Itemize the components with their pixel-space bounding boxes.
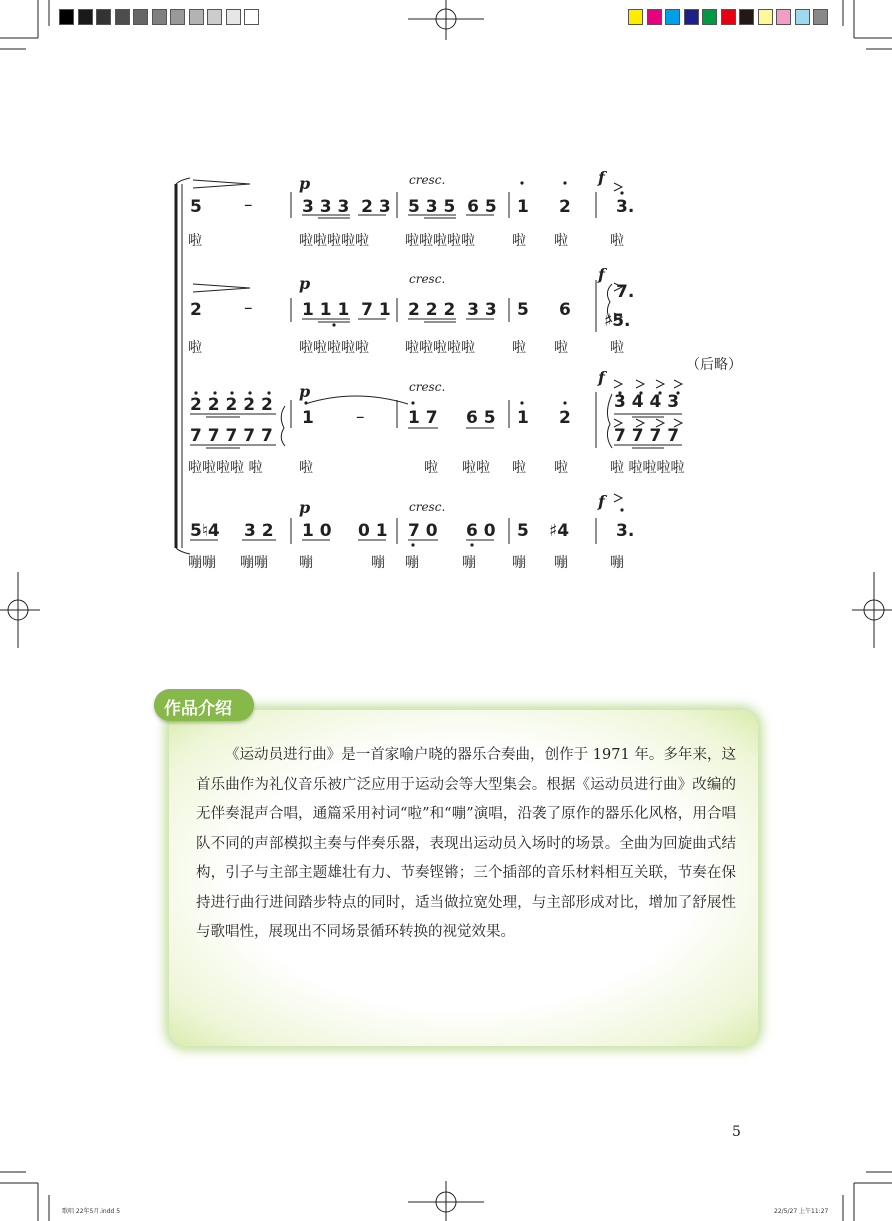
cresc-mark: cresc. bbox=[409, 173, 446, 187]
lyric: 啦 bbox=[610, 340, 624, 356]
slug-date-info: 22/5/27 上午11:27 bbox=[774, 1208, 829, 1215]
lyric: 啦 bbox=[299, 460, 313, 476]
cresc-mark: cresc. bbox=[409, 500, 446, 514]
score-note: 2 2 2 3 3 bbox=[408, 300, 497, 320]
score-note: 5 bbox=[190, 197, 202, 217]
score-note: 2 2 2 2 2 bbox=[190, 395, 273, 415]
score-note: – bbox=[244, 195, 253, 215]
score-note: 6 5 bbox=[466, 408, 496, 428]
score-note: – bbox=[356, 407, 365, 427]
dynamic-p: p bbox=[299, 382, 311, 401]
lyric: 啦 bbox=[512, 460, 526, 476]
slug-file-info: 歌唱 22年5月.indd 5 bbox=[62, 1208, 121, 1215]
lyric: 啦啦啦啦啦 bbox=[299, 233, 369, 249]
score-note: 5♮4 bbox=[190, 521, 220, 541]
lyric: 嘣 bbox=[371, 555, 385, 571]
lyric: 啦啦啦啦啦 bbox=[405, 340, 475, 356]
score-note: 5 bbox=[517, 521, 529, 541]
lyric: 啦 bbox=[512, 233, 526, 249]
score-note: 1 7 bbox=[408, 408, 438, 428]
page-number: 5 bbox=[732, 1124, 741, 1140]
score-note: 1 bbox=[517, 408, 529, 428]
score-note: 3 3 3 2 3 bbox=[302, 197, 391, 217]
dynamic-p: p bbox=[299, 498, 311, 517]
score-note: 7 7 7 7 7 bbox=[190, 426, 273, 446]
dynamic-f: f bbox=[598, 265, 605, 284]
score-note: 3 4 4 3 bbox=[614, 392, 680, 412]
score-note: 3. bbox=[616, 521, 635, 541]
lyric: 啦啦啦啦啦 bbox=[299, 340, 369, 356]
lyric: 嘣 bbox=[554, 555, 568, 571]
lyric: 啦啦 bbox=[462, 460, 490, 476]
lyric: 啦 bbox=[512, 340, 526, 356]
intro-title: 作品介绍 bbox=[164, 699, 232, 719]
score-note: 6 bbox=[559, 300, 571, 320]
omitted-label: （后略） bbox=[686, 357, 742, 373]
lyric: 嘣嘣 bbox=[188, 555, 216, 571]
score-note: 2 bbox=[559, 408, 571, 428]
score-note: 2 bbox=[190, 300, 202, 320]
lyric: 啦 bbox=[610, 233, 624, 249]
lyric: 啦 bbox=[554, 340, 568, 356]
lyric: 啦 啦啦啦啦 bbox=[610, 460, 685, 476]
cresc-mark: cresc. bbox=[409, 272, 446, 286]
dynamic-p: p bbox=[299, 174, 311, 193]
lyric: 啦 bbox=[554, 233, 568, 249]
score-note: 1 0 bbox=[302, 521, 332, 541]
score-note: 3 2 bbox=[244, 521, 274, 541]
score-note: 7 7 7 7 bbox=[614, 426, 680, 446]
lyric: 啦啦啦啦 啦 bbox=[188, 460, 263, 476]
lyric: 嘣 bbox=[299, 555, 313, 571]
dynamic-f: f bbox=[598, 492, 605, 511]
lyric: 嘣 bbox=[462, 555, 476, 571]
score-note: 1 bbox=[517, 197, 529, 217]
lyric: 嘣 bbox=[610, 555, 624, 571]
score-note: 5 bbox=[517, 300, 529, 320]
score-note: 1 bbox=[302, 408, 314, 428]
score-note: 5 3 5 6 5 bbox=[408, 197, 497, 217]
lyric: 嘣 bbox=[405, 555, 419, 571]
dynamic-f: f bbox=[598, 368, 605, 387]
score-note: – bbox=[244, 298, 253, 318]
lyric: 啦 bbox=[188, 233, 202, 249]
score-note: 1 1 1 7 1 bbox=[302, 300, 391, 320]
score-note: 0 1 bbox=[358, 521, 388, 541]
score-note: ♯4 bbox=[549, 521, 570, 541]
score-note: ♯5. bbox=[604, 311, 631, 331]
score-note: 7 0 bbox=[408, 521, 438, 541]
score-note: 7. bbox=[616, 282, 635, 302]
lyric: 啦啦啦啦啦 bbox=[405, 233, 475, 249]
lyric: 嘣嘣 bbox=[240, 555, 268, 571]
lyric: 嘣 bbox=[512, 555, 526, 571]
score-note: 2 bbox=[559, 197, 571, 217]
lyric: 啦 bbox=[554, 460, 568, 476]
lyric: 啦 bbox=[188, 340, 202, 356]
score-note: 6 0 bbox=[466, 521, 496, 541]
score-note: 3. bbox=[616, 197, 635, 217]
dynamic-f: f bbox=[598, 168, 605, 187]
cresc-mark: cresc. bbox=[409, 380, 446, 394]
dynamic-p: p bbox=[299, 274, 311, 293]
intro-paragraph: 《运动员进行曲》是一首家喻户晓的器乐合奏曲，创作于 1971 年。多年来，这首乐曲作为礼仪音乐被广泛应用于运动会等大型集会。根据《运动员进行曲》改编的无伴奏混声合唱，通篇采用衬词“啦”和“嘣”演唱，沿袭了原作的器乐化风格，用合唱队不同的声部模拟主奏与伴奏乐器，表现出运动员入场时的场景。全曲为回旋曲式结构，引子与主部主题雄壮有力、节奏铿锵；三个插部的音乐材料相互关联，节奏在保持进行曲行进间踏步特点的同时，适当做拉宽处理，与主部形成对比，增加了舒展性与歌唱性，展现出不同场景循环转换的视觉效果。 bbox=[196, 747, 736, 940]
lyric: 啦 bbox=[424, 460, 438, 476]
